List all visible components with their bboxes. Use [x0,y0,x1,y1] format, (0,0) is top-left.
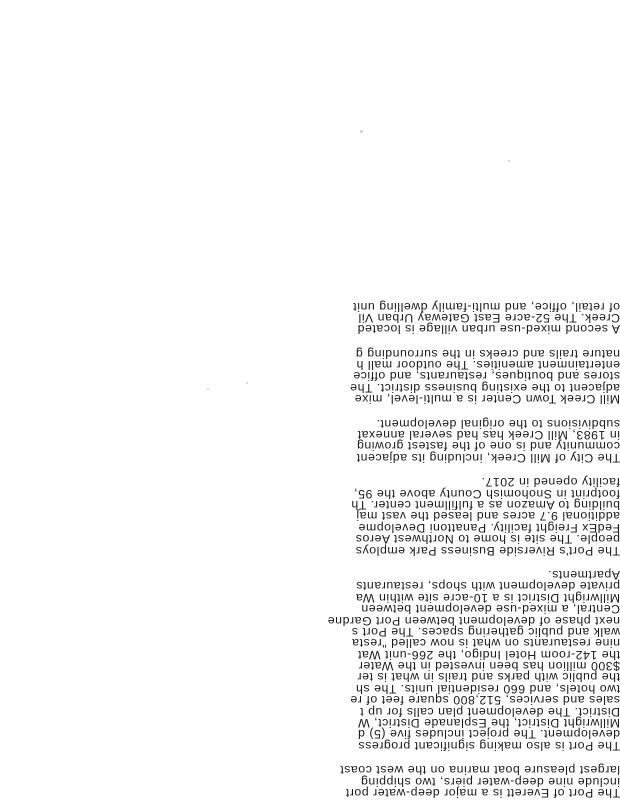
text-line: building to Amazon as a fulfillment center. Th [350,498,620,513]
text-line: of retail, office, and multi-family dwelling unit [352,299,620,314]
paragraph-city-of-mill-creek [0,417,620,463]
text-line: The City of Mill Creek, including its adjacent [356,450,620,465]
text-line: District. The development plan calls for up t [359,704,620,719]
text-line: facility opened in 2017. [481,475,620,490]
text-line: Mill Creek Town Center is a multi-level, mixe [354,392,620,407]
text-line: two hotels, and 660 residential units. The sh [355,681,620,696]
text-line: walk and public gathering spaces. The Port s [351,624,620,639]
text-line: nature trails and creeks in the surrounding g [355,346,620,361]
text-line: adjacent to the existing business district. The [349,380,620,395]
text-line: The Port is also making significant progress [357,738,620,753]
paragraph-mill-creek-town-center [0,346,620,407]
text-line: entertainment amenities. The outdoor mall h [355,358,620,373]
text-line: development. The project includes five (5) d [357,727,620,742]
text-line: private development with shops, restaurants [355,579,620,594]
paragraph-waterfront-development [0,569,620,751]
paragraph-port-of-everett [0,764,620,798]
text-line: footprint in Snohomish County above the 95, [353,486,620,501]
text-line: $300 million has been invested in the Water [358,659,620,674]
text-line: stores and boutiques, restaurants, and office [352,369,620,384]
text-line: Central, a mixed-use development between [360,602,620,617]
text-line: people. The site is home to Northwest Aeros [355,532,620,547]
text-line: nine restaurants on what is now called "resta [351,636,620,651]
upside-down-text-block [45,299,620,800]
text-line: Creek. The 52-acre East Gateway Urban Vil [358,310,620,325]
scan-speck [360,130,363,133]
text-line: the 142-room Hotel Indigo, the 266-unit Wat [357,647,620,662]
document-body [0,287,620,798]
text-line: largest pleasure boat marina on the west coast [339,763,620,778]
text-line: additional 9.7 acres and leased the vast maj [355,509,620,524]
text-line: The Port of Everett is a major deep-water port [345,786,620,800]
text-line: community and is one of the fastest growing [356,439,620,454]
text-line: the public with parks and trails in what is ter [356,670,620,685]
text-line: include nine deep-water piers, two shipping [360,774,620,789]
paragraph-riverside-business-park [0,476,620,556]
text-line: A second mixed-use urban village is located [357,322,620,337]
text-line: sales and services, 512,800 square feet of re [349,693,620,708]
text-line: Millwright District is a 10-acre site within Wa [355,590,620,605]
text-line: subdivisions to the original development. [375,416,620,431]
paragraph-east-gateway-urban-village [0,299,620,337]
text-line: in 1983, Mill Creek has had several annexat [357,428,620,443]
text-line: Millwright District, the Esplanade District, W [357,716,620,731]
scan-speck [508,160,510,162]
text-line: Apartments. [547,567,620,582]
text-line: The Port's Riverside Business Park employs [355,543,620,558]
text-line: FedEx Freight facility. Panattoni Developme [358,520,620,535]
text-line: next phase of development between Port Gardne [327,613,620,628]
